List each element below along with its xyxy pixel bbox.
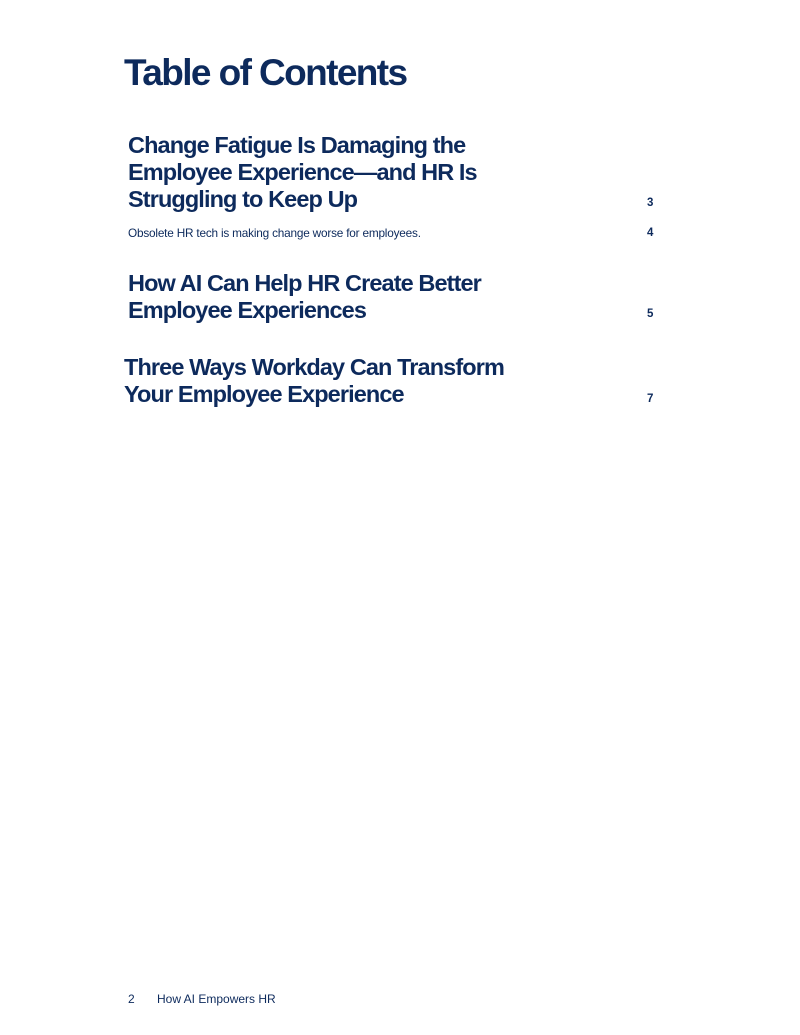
page-footer	[128, 992, 276, 1006]
toc-heading-line: Employee Experience—and HR Is	[128, 159, 477, 185]
toc-heading-line: Change Fatigue Is Damaging the	[128, 132, 466, 158]
toc-heading-line: How AI Can Help HR Create Better	[128, 270, 481, 296]
footer-document-title: How AI Empowers HR	[157, 992, 276, 1006]
toc-heading	[124, 354, 504, 408]
toc-heading	[128, 132, 477, 213]
toc-heading-line: Your Employee Experience	[124, 381, 404, 407]
toc-heading-line: Struggling to Keep Up	[128, 186, 358, 212]
toc-page-number: 3	[647, 197, 654, 209]
footer-page-number: 2	[128, 992, 135, 1006]
toc-heading-line: Three Ways Workday Can Transform	[124, 354, 504, 380]
toc-page-number: 7	[647, 393, 654, 405]
toc-heading-line: Employee Experiences	[128, 297, 367, 323]
toc-heading	[128, 270, 481, 324]
toc-subentry-text: Obsolete HR tech is making change worse for employees.	[128, 226, 421, 240]
toc-page-number: 4	[647, 227, 654, 239]
toc-page-number: 5	[647, 308, 654, 320]
page-title: Table of Contents	[124, 52, 407, 93]
